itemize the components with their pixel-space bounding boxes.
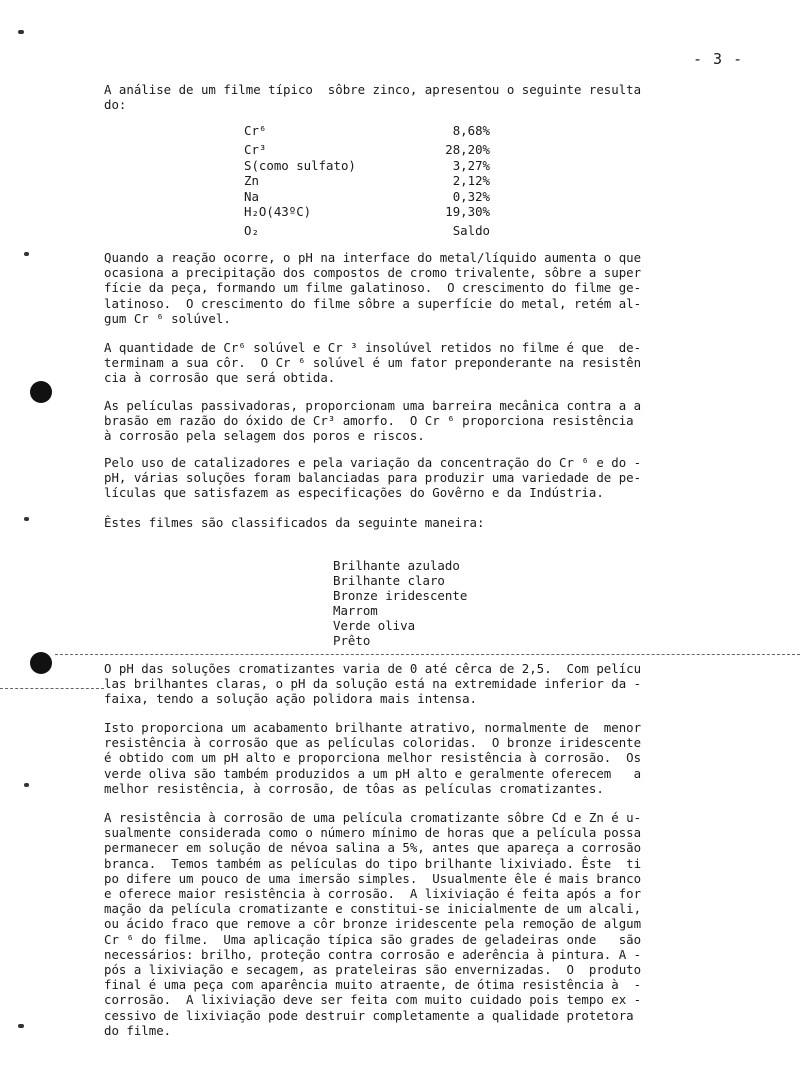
scan-speck [18, 30, 24, 34]
composition-row [244, 120, 490, 142]
composition-value: 28,20% [445, 142, 490, 157]
composition-label: S(como sulfato) [244, 157, 356, 173]
paragraph-catalysts: Pelo uso de catalizadores e pela variação da concentração do Cr ⁶ e do - pH, várias soluções foram balanciadas para produzir uma variedade de pe- lículas que satisfazem as especificações do Govêrno e da Indústria. [104, 455, 642, 501]
composition-row [244, 220, 490, 242]
fold-line [55, 654, 800, 655]
composition-label: Zn [244, 173, 259, 188]
composition-row [244, 204, 490, 220]
composition-value: 3,27% [452, 157, 490, 173]
composition-value: 19,30% [445, 204, 490, 219]
scan-speck [24, 252, 29, 256]
composition-label: O₂ [244, 222, 259, 238]
composition-label: Cr⁶ [244, 123, 267, 138]
composition-row [244, 158, 490, 174]
film-type-item: Brilhante claro [333, 573, 445, 588]
paragraph-classification: Êstes filmes são classificados da seguinte maneira: [104, 515, 485, 530]
paragraph-reaction: Quando a reação ocorre, o pH na interface do metal/líquido aumenta o que ocasiona a precipitação dos compostos de cromo trivalente, sôbre a super fície da peça, formando um filme galatinoso. O crescimento do filme ge- latinoso. O crescimento do filme sôbre a superfície do metal, retém al- gum Cr ⁶ solúvel. [104, 250, 642, 326]
paragraph-quantity: A quantidade de Cr⁶ solúvel e Cr ³ insolúvel retidos no filme é que de- terminam a sua côr. O Cr ⁶ solúvel é um fator preponderante na resistên cia à corrosão que será obtida. [104, 340, 642, 386]
punch-hole [30, 652, 52, 674]
paragraph-resistance: A resistência à corrosão de uma película cromatizante sôbre Cd e Zn é u- sualmente considerada como o número mínimo de horas que a película possa permanecer em solução de névoa salina a 5%, antes que apareça a corrosão branca. Temos também as películas do tipo brilhante lixiviado. Êste ti po difere um pouco de uma imersão simples. Usualmente êle é mais branco e oferece maior resistência à corrosão. A lixiviação é feita após a for mação da película cromatizante e constitui-se inicialmente de um alcali, ou ácido fraco que remove a côr bronze iridescente pela remoção de algum Cr ⁶ do filme. Uma aplicação típica são grades de geladeiras onde são necessários: brilho, proteção contra corrosão e aderência à pintura. A - pós a lixiviação e secagem, as prateleiras são envernizadas. O produto final é uma peça com aparência muito atraente, de ótima resistência à - corrosão. A lixiviação deve ser feita com muito cuidado pois tempo ex - cessivo de lixiviação pode destruir completamente a qualidade protetora do filme. [104, 810, 642, 1038]
film-type-item: Bronze iridescente [333, 588, 468, 603]
film-type-item: Prêto [333, 633, 371, 648]
fold-line [0, 688, 104, 689]
punch-hole [30, 381, 52, 403]
composition-value: 2,12% [452, 173, 490, 188]
film-type-item: Brilhante azulado [333, 558, 460, 573]
scan-speck [24, 517, 29, 521]
composition-label: H₂O(43ºC) [244, 204, 312, 219]
composition-row [244, 173, 490, 189]
composition-value: 8,68% [452, 123, 490, 138]
paragraph-passivating: As películas passivadoras, proporcionam uma barreira mecânica contra a a brasão em razão do óxido de Cr³ amorfo. O Cr ⁶ proporciona resistência à corrosão pela selagem dos poros e riscos. [104, 398, 642, 444]
composition-table [244, 120, 490, 242]
film-type-item: Marrom [333, 603, 378, 618]
film-types-list [333, 558, 467, 648]
intro-paragraph: A análise de um filme típico sôbre zinco, apresentou o seguinte resulta do: [104, 82, 642, 113]
paragraph-finish: Isto proporciona um acabamento brilhante atrativo, normalmente de menor resistência à corrosão que as películas coloridas. O bronze iridescente é obtido com um pH alto e proporciona melhor resistência à corrosão. Os verde oliva são também produzidos a um pH alto e geralmente oferecem a melhor resistência, à corrosão, de tôas as películas cromatizantes. [104, 720, 642, 796]
film-type-item: Verde oliva [333, 618, 416, 633]
paragraph-ph: O pH das soluções cromatizantes varia de 0 até cêrca de 2,5. Com pelícu las brilhantes claras, o pH da solução está na extremidade inferior da - faixa, tendo a solução ação polidora mais intensa. [104, 661, 642, 707]
composition-value: Saldo [452, 222, 490, 238]
scan-speck [24, 783, 29, 787]
composition-row [244, 142, 490, 158]
page-number: - 3 - [693, 50, 744, 68]
composition-label: Na [244, 188, 259, 204]
composition-label: Cr³ [244, 142, 267, 157]
composition-row [244, 189, 490, 205]
composition-value: 0,32% [452, 188, 490, 204]
scan-speck [18, 1024, 24, 1028]
